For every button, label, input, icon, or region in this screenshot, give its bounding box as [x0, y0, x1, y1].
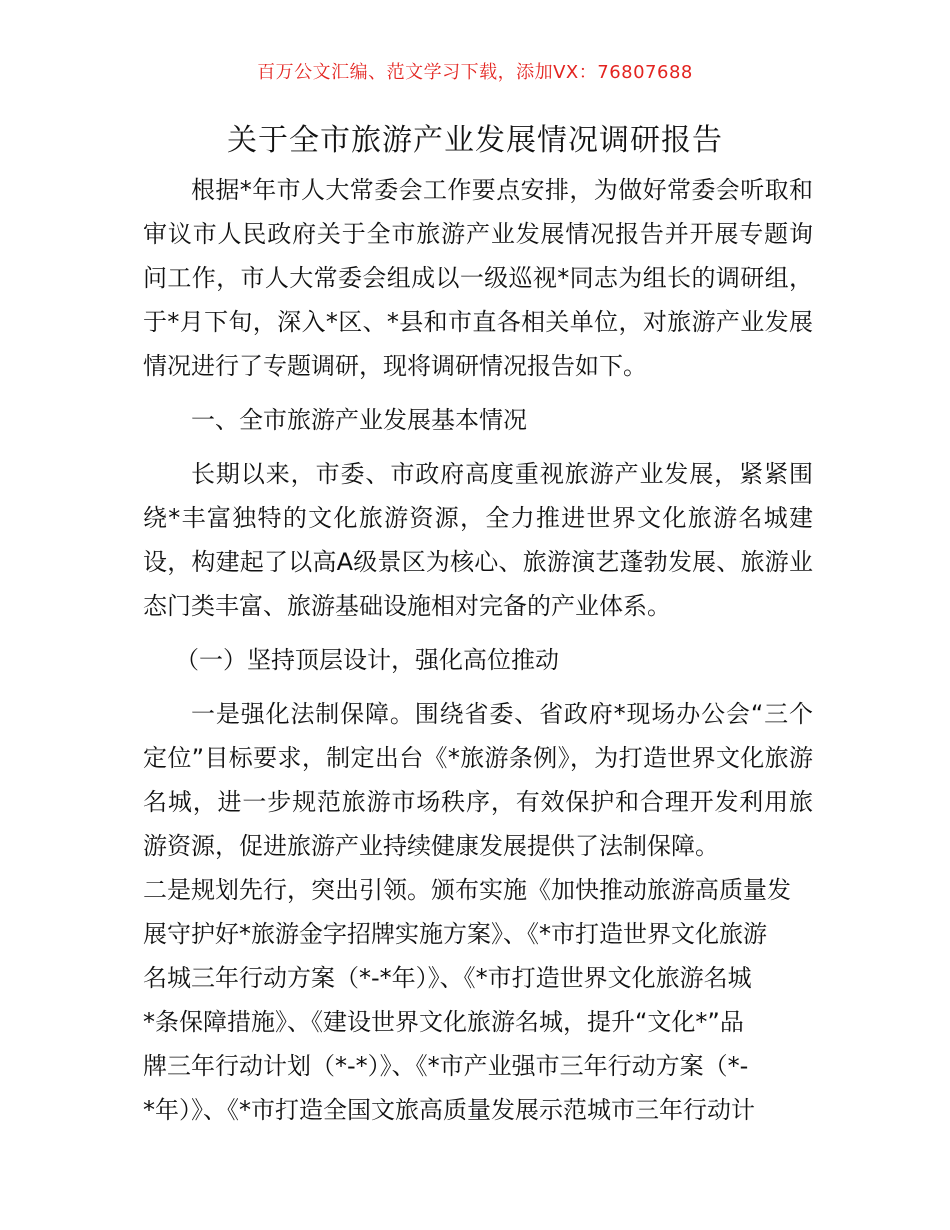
paragraph-point2 [143, 868, 813, 1132]
text-line: 二是规划先行，突出引领。颁布实施《加快推动旅游高质量发 [143, 876, 791, 904]
paragraph-section1: 长期以来，市委、市政府高度重视旅游产业发展，紧紧围绕*丰富独特的文化旅游资源，全力推进世界文化旅游名城建设，构建起了以高A级景区为核心、旅游演艺蓬勃发展、旅游业态门类丰富、旅游基础设施相对完备的产业体系。 [143, 460, 813, 620]
text-line: 牌三年行动计划（*-*）》、《*市产业强市三年行动方案（*- [143, 1052, 749, 1080]
text-line: *年）》、《*市打造全国文旅高质量发展示范城市三年行动计 [143, 1096, 755, 1124]
text-line: 展守护好*旅游金字招牌实施方案》、《*市打造世界文化旅游 [143, 920, 767, 948]
section-heading-1: 一、全市旅游产业发展基本情况 [191, 406, 527, 434]
watermark-header: 百万公文汇编、范文学习下载，添加VX：76807688 [257, 62, 693, 83]
text-line: 名城三年行动方案（*-*年）》、《*市打造世界文化旅游名城 [143, 964, 752, 992]
text-line: *条保障措施》、《建设世界文化旅游名城，提升“文化*”品 [143, 1008, 744, 1036]
subsection-heading-1: （一）坚持顶层设计，强化高位推动 [175, 646, 559, 674]
document-body [143, 168, 813, 1132]
document-title: 关于全市旅游产业发展情况调研报告 [227, 123, 723, 158]
paragraph-point1: 一是强化法制保障。围绕省委、省政府*现场办公会“三个定位”目标要求，制定出台《*旅游条例》，为打造世界文化旅游名城，进一步规范旅游市场秩序，有效保护和合理开发利用旅游资源，促进旅游产业持续健康发展提供了法制保障。 [143, 700, 813, 860]
paragraph-intro: 根据*年市人大常委会工作要点安排，为做好常委会听取和审议市人民政府关于全市旅游产业发展情况报告并开展专题询问工作，市人大常委会组成以一级巡视*同志为组长的调研组，于*月下旬，深入*区、*县和市直各相关单位，对旅游产业发展情况进行了专题调研，现将调研情况报告如下。 [143, 176, 813, 380]
